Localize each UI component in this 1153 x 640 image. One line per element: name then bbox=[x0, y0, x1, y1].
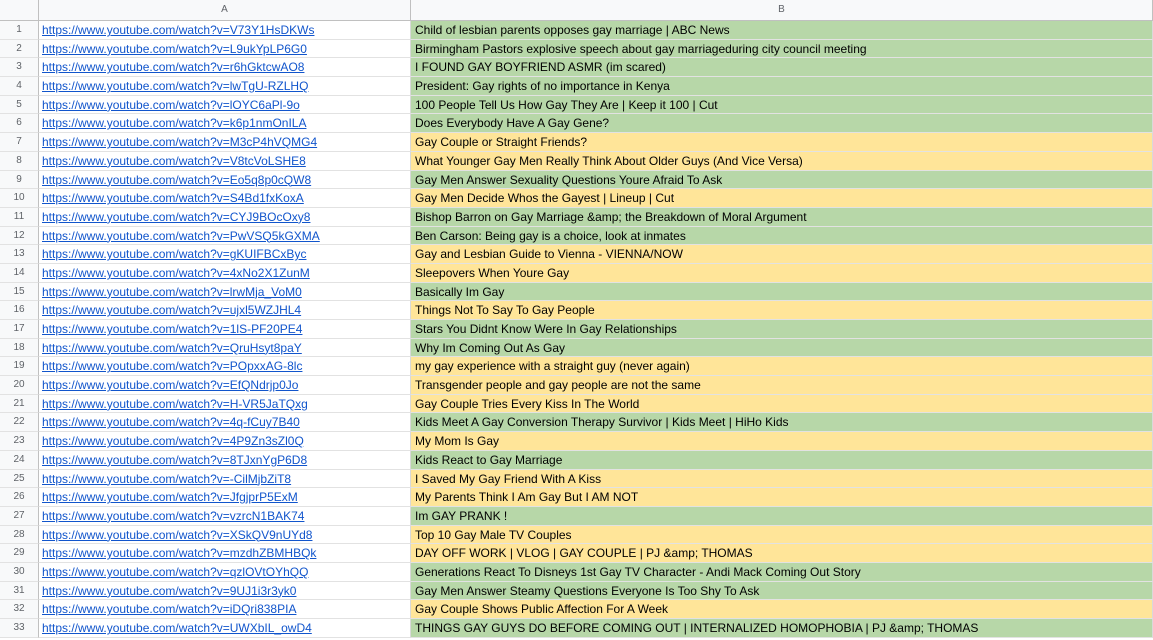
table-row bbox=[0, 21, 1153, 40]
url-cell[interactable] bbox=[39, 544, 411, 563]
url-cell[interactable] bbox=[39, 451, 411, 470]
row-number[interactable]: 29 bbox=[0, 544, 39, 563]
url-link[interactable]: https://www.youtube.com/watch?v=iDQri838PIA bbox=[42, 602, 297, 617]
table-row bbox=[0, 488, 1153, 507]
url-cell[interactable] bbox=[39, 77, 411, 96]
url-cell[interactable] bbox=[39, 357, 411, 376]
url-cell[interactable] bbox=[39, 96, 411, 115]
url-cell[interactable] bbox=[39, 21, 411, 40]
table-row bbox=[0, 58, 1153, 77]
table-row bbox=[0, 376, 1153, 395]
row-number[interactable]: 33 bbox=[0, 619, 39, 638]
url-link[interactable]: https://www.youtube.com/watch?v=CYJ9BOcOxy8 bbox=[42, 209, 311, 224]
url-cell[interactable] bbox=[39, 413, 411, 432]
title-cell[interactable]: Gay Men Answer Steamy Questions Everyone Is Too Shy To Ask bbox=[411, 582, 1153, 601]
url-cell[interactable] bbox=[39, 133, 411, 152]
title-cell[interactable]: Kids Meet A Gay Conversion Therapy Survivor | Kids Meet | HiHo Kids bbox=[411, 413, 1153, 432]
table-row bbox=[0, 320, 1153, 339]
url-link[interactable]: https://www.youtube.com/watch?v=H-VR5JaTQxg bbox=[42, 396, 308, 411]
table-row bbox=[0, 339, 1153, 358]
url-cell[interactable] bbox=[39, 171, 411, 190]
table-row bbox=[0, 395, 1153, 414]
row-number[interactable]: 8 bbox=[0, 152, 39, 171]
url-cell[interactable] bbox=[39, 264, 411, 283]
table-row bbox=[0, 413, 1153, 432]
url-cell[interactable] bbox=[39, 376, 411, 395]
title-cell[interactable]: Ben Carson: Being gay is a choice, look at inmates bbox=[411, 227, 1153, 246]
url-cell[interactable] bbox=[39, 395, 411, 414]
url-link[interactable]: https://www.youtube.com/watch?v=9UJ1i3r3yk0 bbox=[42, 583, 297, 598]
row-number[interactable]: 25 bbox=[0, 470, 39, 489]
table-row bbox=[0, 96, 1153, 115]
table-row bbox=[0, 526, 1153, 545]
url-link[interactable]: https://www.youtube.com/watch?v=XSkQV9nUYd8 bbox=[42, 527, 313, 542]
row-number[interactable]: 4 bbox=[0, 77, 39, 96]
row-number[interactable]: 23 bbox=[0, 432, 39, 451]
row-number[interactable]: 21 bbox=[0, 395, 39, 414]
table-row bbox=[0, 245, 1153, 264]
title-cell[interactable]: My Parents Think I Am Gay But I AM NOT bbox=[411, 488, 1153, 507]
title-cell[interactable]: Sleepovers When Youre Gay bbox=[411, 264, 1153, 283]
row-number[interactable]: 28 bbox=[0, 526, 39, 545]
title-cell[interactable]: Kids React to Gay Marriage bbox=[411, 451, 1153, 470]
url-link[interactable]: https://www.youtube.com/watch?v=QruHsyt8paY bbox=[42, 340, 302, 355]
title-cell[interactable]: Gay Men Decide Whos the Gayest | Lineup | Cut bbox=[411, 189, 1153, 208]
row-number[interactable]: 9 bbox=[0, 171, 39, 190]
url-link[interactable]: https://www.youtube.com/watch?v=UWXbIL_owD4 bbox=[42, 621, 312, 635]
table-row bbox=[0, 357, 1153, 376]
url-link[interactable]: https://www.youtube.com/watch?v=8TJxnYgP6D8 bbox=[42, 452, 308, 467]
table-row bbox=[0, 264, 1153, 283]
row-number[interactable]: 7 bbox=[0, 133, 39, 152]
url-link[interactable]: https://www.youtube.com/watch?v=L9ukYpLP6G0 bbox=[42, 41, 307, 56]
url-cell[interactable] bbox=[39, 619, 411, 638]
title-cell[interactable]: Transgender people and gay people are not the same bbox=[411, 376, 1153, 395]
row-number[interactable]: 22 bbox=[0, 413, 39, 432]
url-link[interactable]: https://www.youtube.com/watch?v=EfQNdrjp0Jo bbox=[42, 378, 299, 393]
url-link[interactable]: https://www.youtube.com/watch?v=gKUIFBCxByc bbox=[42, 247, 307, 262]
title-cell[interactable]: Does Everybody Have A Gay Gene? bbox=[411, 114, 1153, 133]
row-number[interactable]: 32 bbox=[0, 600, 39, 619]
table-row bbox=[0, 283, 1153, 302]
row-number[interactable]: 15 bbox=[0, 283, 39, 302]
table-row bbox=[0, 171, 1153, 190]
row-number[interactable]: 26 bbox=[0, 488, 39, 507]
title-cell[interactable]: Gay Couple Shows Public Affection For A Week bbox=[411, 600, 1153, 619]
table-row bbox=[0, 301, 1153, 320]
title-cell[interactable]: Top 10 Gay Male TV Couples bbox=[411, 526, 1153, 545]
title-cell[interactable]: I Saved My Gay Friend With A Kiss bbox=[411, 470, 1153, 489]
url-cell[interactable] bbox=[39, 152, 411, 171]
table-row bbox=[0, 114, 1153, 133]
title-cell[interactable]: Gay Men Answer Sexuality Questions Youre Afraid To Ask bbox=[411, 171, 1153, 190]
url-cell[interactable] bbox=[39, 245, 411, 264]
url-cell[interactable] bbox=[39, 227, 411, 246]
url-cell[interactable] bbox=[39, 488, 411, 507]
table-row bbox=[0, 133, 1153, 152]
url-cell[interactable] bbox=[39, 507, 411, 526]
title-cell[interactable]: THINGS GAY GUYS DO BEFORE COMING OUT | INTERNALIZED HOMOPHOBIA | PJ &amp; THOMAS bbox=[411, 619, 1153, 638]
url-link[interactable]: https://www.youtube.com/watch?v=lOYC6aPl-9o bbox=[42, 97, 300, 112]
url-cell[interactable] bbox=[39, 189, 411, 208]
row-number[interactable]: 19 bbox=[0, 357, 39, 376]
table-row bbox=[0, 507, 1153, 526]
row-number[interactable]: 17 bbox=[0, 320, 39, 339]
url-cell[interactable] bbox=[39, 301, 411, 320]
url-link[interactable]: https://www.youtube.com/watch?v=M3cP4hVQMG4 bbox=[42, 135, 318, 150]
url-cell[interactable] bbox=[39, 58, 411, 77]
table-row bbox=[0, 563, 1153, 582]
url-cell[interactable] bbox=[39, 114, 411, 133]
url-link[interactable]: https://www.youtube.com/watch?v=POpxxAG-8lc bbox=[42, 359, 303, 374]
table-row bbox=[0, 40, 1153, 59]
url-link[interactable]: https://www.youtube.com/watch?v=V8tcVoLSHE8 bbox=[42, 153, 306, 168]
url-link[interactable]: https://www.youtube.com/watch?v=S4Bd1fxKoxA bbox=[42, 191, 304, 206]
url-cell[interactable] bbox=[39, 40, 411, 59]
rows-container bbox=[0, 21, 1153, 638]
row-number[interactable]: 16 bbox=[0, 301, 39, 320]
url-cell[interactable] bbox=[39, 470, 411, 489]
title-cell[interactable]: my gay experience with a straight guy (never again) bbox=[411, 357, 1153, 376]
table-row bbox=[0, 451, 1153, 470]
title-cell[interactable]: Im GAY PRANK ! bbox=[411, 507, 1153, 526]
title-cell[interactable]: Things Not To Say To Gay People bbox=[411, 301, 1153, 320]
row-number[interactable]: 30 bbox=[0, 563, 39, 582]
url-cell[interactable] bbox=[39, 526, 411, 545]
url-link[interactable]: https://www.youtube.com/watch?v=1lS-PF20PE4 bbox=[42, 322, 303, 336]
row-number[interactable]: 2 bbox=[0, 40, 39, 59]
url-link[interactable]: https://www.youtube.com/watch?v=-CilMjbZiT8 bbox=[42, 471, 292, 486]
title-cell[interactable]: My Mom Is Gay bbox=[411, 432, 1153, 451]
title-cell[interactable]: Stars You Didnt Know Were In Gay Relationships bbox=[411, 320, 1153, 339]
url-link[interactable]: https://www.youtube.com/watch?v=ujxl5WZJHL4 bbox=[42, 303, 302, 318]
title-cell[interactable]: What Younger Gay Men Really Think About Older Guys (And Vice Versa) bbox=[411, 152, 1153, 171]
table-row bbox=[0, 544, 1153, 563]
url-link[interactable]: https://www.youtube.com/watch?v=mzdhZBMHBQk bbox=[42, 546, 317, 561]
table-row bbox=[0, 227, 1153, 246]
title-cell[interactable]: Gay Couple or Straight Friends? bbox=[411, 133, 1153, 152]
title-cell[interactable]: Why Im Coming Out As Gay bbox=[411, 339, 1153, 358]
url-link[interactable]: https://www.youtube.com/watch?v=k6p1nmOnILA bbox=[42, 116, 307, 131]
row-number[interactable]: 6 bbox=[0, 114, 39, 133]
title-cell[interactable]: Gay Couple Tries Every Kiss In The World bbox=[411, 395, 1153, 414]
url-link[interactable]: https://www.youtube.com/watch?v=r6hGktcwAO8 bbox=[42, 60, 305, 75]
title-cell[interactable]: DAY OFF WORK | VLOG | GAY COUPLE | PJ &amp; THOMAS bbox=[411, 544, 1153, 563]
table-row bbox=[0, 152, 1153, 171]
row-number[interactable]: 10 bbox=[0, 189, 39, 208]
row-number[interactable]: 20 bbox=[0, 376, 39, 395]
title-cell[interactable]: I FOUND GAY BOYFRIEND ASMR (im scared) bbox=[411, 58, 1153, 77]
url-link[interactable]: https://www.youtube.com/watch?v=JfgjprP5ExM bbox=[42, 490, 298, 505]
url-link[interactable]: https://www.youtube.com/watch?v=lwTgU-RZLHQ bbox=[42, 79, 309, 94]
row-number[interactable]: 24 bbox=[0, 451, 39, 470]
table-row bbox=[0, 470, 1153, 489]
url-link[interactable]: https://www.youtube.com/watch?v=V73Y1HsDKWs bbox=[42, 23, 315, 37]
url-cell[interactable] bbox=[39, 582, 411, 601]
url-link[interactable]: https://www.youtube.com/watch?v=4q-fCuy7B40 bbox=[42, 415, 300, 430]
url-cell[interactable] bbox=[39, 563, 411, 582]
url-cell[interactable] bbox=[39, 283, 411, 302]
title-cell[interactable]: President: Gay rights of no importance in Kenya bbox=[411, 77, 1153, 96]
url-cell[interactable] bbox=[39, 339, 411, 358]
url-link[interactable]: https://www.youtube.com/watch?v=vzrcN1BAK74 bbox=[42, 508, 305, 523]
row-number[interactable]: 31 bbox=[0, 582, 39, 601]
row-number[interactable]: 27 bbox=[0, 507, 39, 526]
row-number[interactable]: 12 bbox=[0, 227, 39, 246]
row-number[interactable]: 14 bbox=[0, 264, 39, 283]
column-header-b[interactable]: B bbox=[411, 0, 1153, 20]
row-number[interactable]: 1 bbox=[0, 21, 39, 40]
url-link[interactable]: https://www.youtube.com/watch?v=4xNo2X1ZunM bbox=[42, 265, 310, 280]
row-number[interactable]: 5 bbox=[0, 96, 39, 115]
table-row bbox=[0, 432, 1153, 451]
table-row bbox=[0, 600, 1153, 619]
column-header-row bbox=[0, 0, 1153, 21]
select-all-corner[interactable] bbox=[0, 0, 39, 20]
title-cell[interactable]: Gay and Lesbian Guide to Vienna - VIENNA/NOW bbox=[411, 245, 1153, 264]
url-link[interactable]: https://www.youtube.com/watch?v=lrwMja_VoM0 bbox=[42, 284, 302, 299]
table-row bbox=[0, 582, 1153, 601]
title-cell[interactable]: 100 People Tell Us How Gay They Are | Keep it 100 | Cut bbox=[411, 96, 1153, 115]
title-cell[interactable]: Child of lesbian parents opposes gay marriage | ABC News bbox=[411, 21, 1153, 40]
table-row bbox=[0, 619, 1153, 638]
url-link[interactable]: https://www.youtube.com/watch?v=qzlOVtOYhQQ bbox=[42, 564, 309, 579]
title-cell[interactable]: Generations React To Disneys 1st Gay TV Character - Andi Mack Coming Out Story bbox=[411, 563, 1153, 582]
row-number[interactable]: 18 bbox=[0, 339, 39, 358]
table-row bbox=[0, 189, 1153, 208]
title-cell[interactable]: Birmingham Pastors explosive speech about gay marriageduring city council meeting bbox=[411, 40, 1153, 59]
url-link[interactable]: https://www.youtube.com/watch?v=4P9Zn3sZl0Q bbox=[42, 434, 304, 449]
title-cell[interactable]: Bishop Barron on Gay Marriage &amp; the Breakdown of Moral Argument bbox=[411, 208, 1153, 227]
title-cell[interactable]: Basically Im Gay bbox=[411, 283, 1153, 302]
url-cell[interactable] bbox=[39, 320, 411, 339]
column-header-a[interactable]: A bbox=[39, 0, 411, 20]
url-cell[interactable] bbox=[39, 432, 411, 451]
row-number[interactable]: 3 bbox=[0, 58, 39, 77]
url-cell[interactable] bbox=[39, 600, 411, 619]
row-number[interactable]: 11 bbox=[0, 208, 39, 227]
url-link[interactable]: https://www.youtube.com/watch?v=Eo5q8p0cQW8 bbox=[42, 172, 312, 187]
url-cell[interactable] bbox=[39, 208, 411, 227]
row-number[interactable]: 13 bbox=[0, 245, 39, 264]
url-link[interactable]: https://www.youtube.com/watch?v=PwVSQ5kGXMA bbox=[42, 228, 320, 243]
table-row bbox=[0, 208, 1153, 227]
table-row bbox=[0, 77, 1153, 96]
